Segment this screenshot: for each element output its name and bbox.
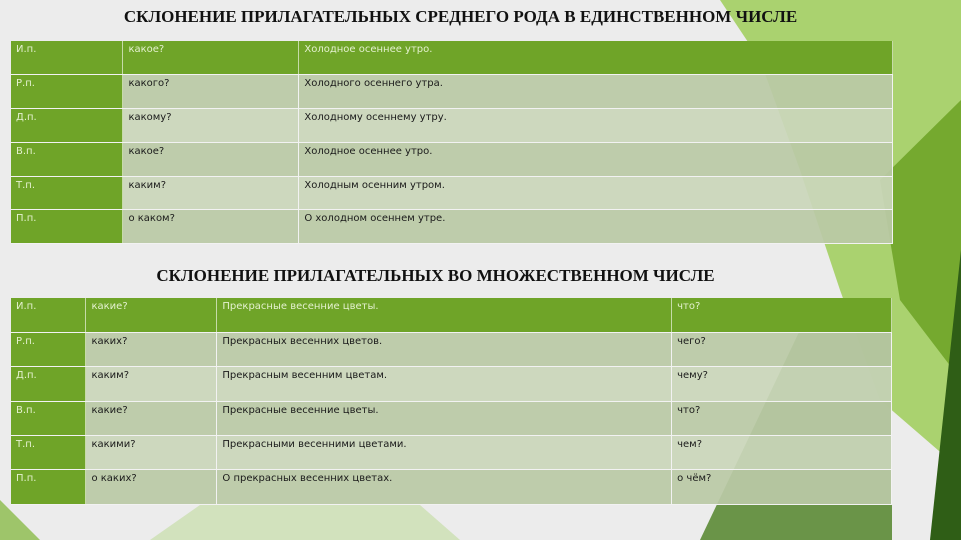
case-cell: В.п. <box>11 401 86 435</box>
example-cell: Прекрасных весенних цветов. <box>217 332 672 366</box>
example-cell: Прекрасными весенними цветами. <box>217 436 672 470</box>
case-cell: Р.п. <box>11 75 123 109</box>
table-singular <box>11 41 893 244</box>
case-cell: Т.п. <box>11 176 123 210</box>
case-cell: П.п. <box>11 470 86 504</box>
noun-question-cell: чего? <box>672 332 892 366</box>
table-row <box>11 470 892 504</box>
question-cell: какие? <box>86 401 217 435</box>
case-cell: Д.п. <box>11 367 86 401</box>
table-plural-body <box>11 298 892 504</box>
table-row <box>11 436 892 470</box>
background-green-shape <box>0 500 40 540</box>
table-singular-body <box>11 41 893 244</box>
title-singular: СКЛОНЕНИЕ ПРИЛАГАТЕЛЬНЫХ СРЕДНЕГО РОДА В ЕДИНСТВЕННОМ ЧИСЛЕ <box>123 7 798 26</box>
table-row <box>11 176 893 210</box>
example-cell: О прекрасных весенних цветах. <box>217 470 672 504</box>
table-header-row <box>11 41 893 75</box>
case-cell: В.п. <box>11 142 123 176</box>
table-row <box>11 109 893 143</box>
noun-question-cell: что? <box>672 298 892 332</box>
noun-question-cell: чему? <box>672 367 892 401</box>
background-green-shape <box>150 505 460 540</box>
table-row <box>11 367 892 401</box>
question-cell: о каком? <box>123 210 299 244</box>
noun-question-cell: что? <box>672 401 892 435</box>
case-cell: Т.п. <box>11 436 86 470</box>
question-cell: какого? <box>123 75 299 109</box>
question-cell: каких? <box>86 332 217 366</box>
example-cell: Прекрасные весенние цветы. <box>217 401 672 435</box>
example-cell: Холодное осеннее утро. <box>299 142 893 176</box>
table-row <box>11 75 893 109</box>
question-cell: какое? <box>123 41 299 75</box>
table-header-row <box>11 298 892 332</box>
table-row <box>11 210 893 244</box>
noun-question-cell: о чём? <box>672 470 892 504</box>
case-cell: И.п. <box>11 298 86 332</box>
table-plural <box>11 298 892 505</box>
example-cell: Холодного осеннего утра. <box>299 75 893 109</box>
case-cell: Р.п. <box>11 332 86 366</box>
question-cell: каким? <box>123 176 299 210</box>
question-cell: каким? <box>86 367 217 401</box>
example-cell: Прекрасные весенние цветы. <box>217 298 672 332</box>
example-cell: О холодном осеннем утре. <box>299 210 893 244</box>
case-cell: Д.п. <box>11 109 123 143</box>
example-cell: Холодным осенним утром. <box>299 176 893 210</box>
example-cell: Прекрасным весенним цветам. <box>217 367 672 401</box>
question-cell: какое? <box>123 142 299 176</box>
case-cell: И.п. <box>11 41 123 75</box>
question-cell: какому? <box>123 109 299 143</box>
question-cell: какие? <box>86 298 217 332</box>
table-row <box>11 332 892 366</box>
question-cell: какими? <box>86 436 217 470</box>
noun-question-cell: чем? <box>672 436 892 470</box>
title-plural: СКЛОНЕНИЕ ПРИЛАГАТЕЛЬНЫХ ВО МНОЖЕСТВЕННОМ ЧИСЛЕ <box>156 266 715 285</box>
question-cell: о каких? <box>86 470 217 504</box>
table-row <box>11 401 892 435</box>
case-cell: П.п. <box>11 210 123 244</box>
example-cell: Холодному осеннему утру. <box>299 109 893 143</box>
table-row <box>11 142 893 176</box>
example-cell: Холодное осеннее утро. <box>299 41 893 75</box>
